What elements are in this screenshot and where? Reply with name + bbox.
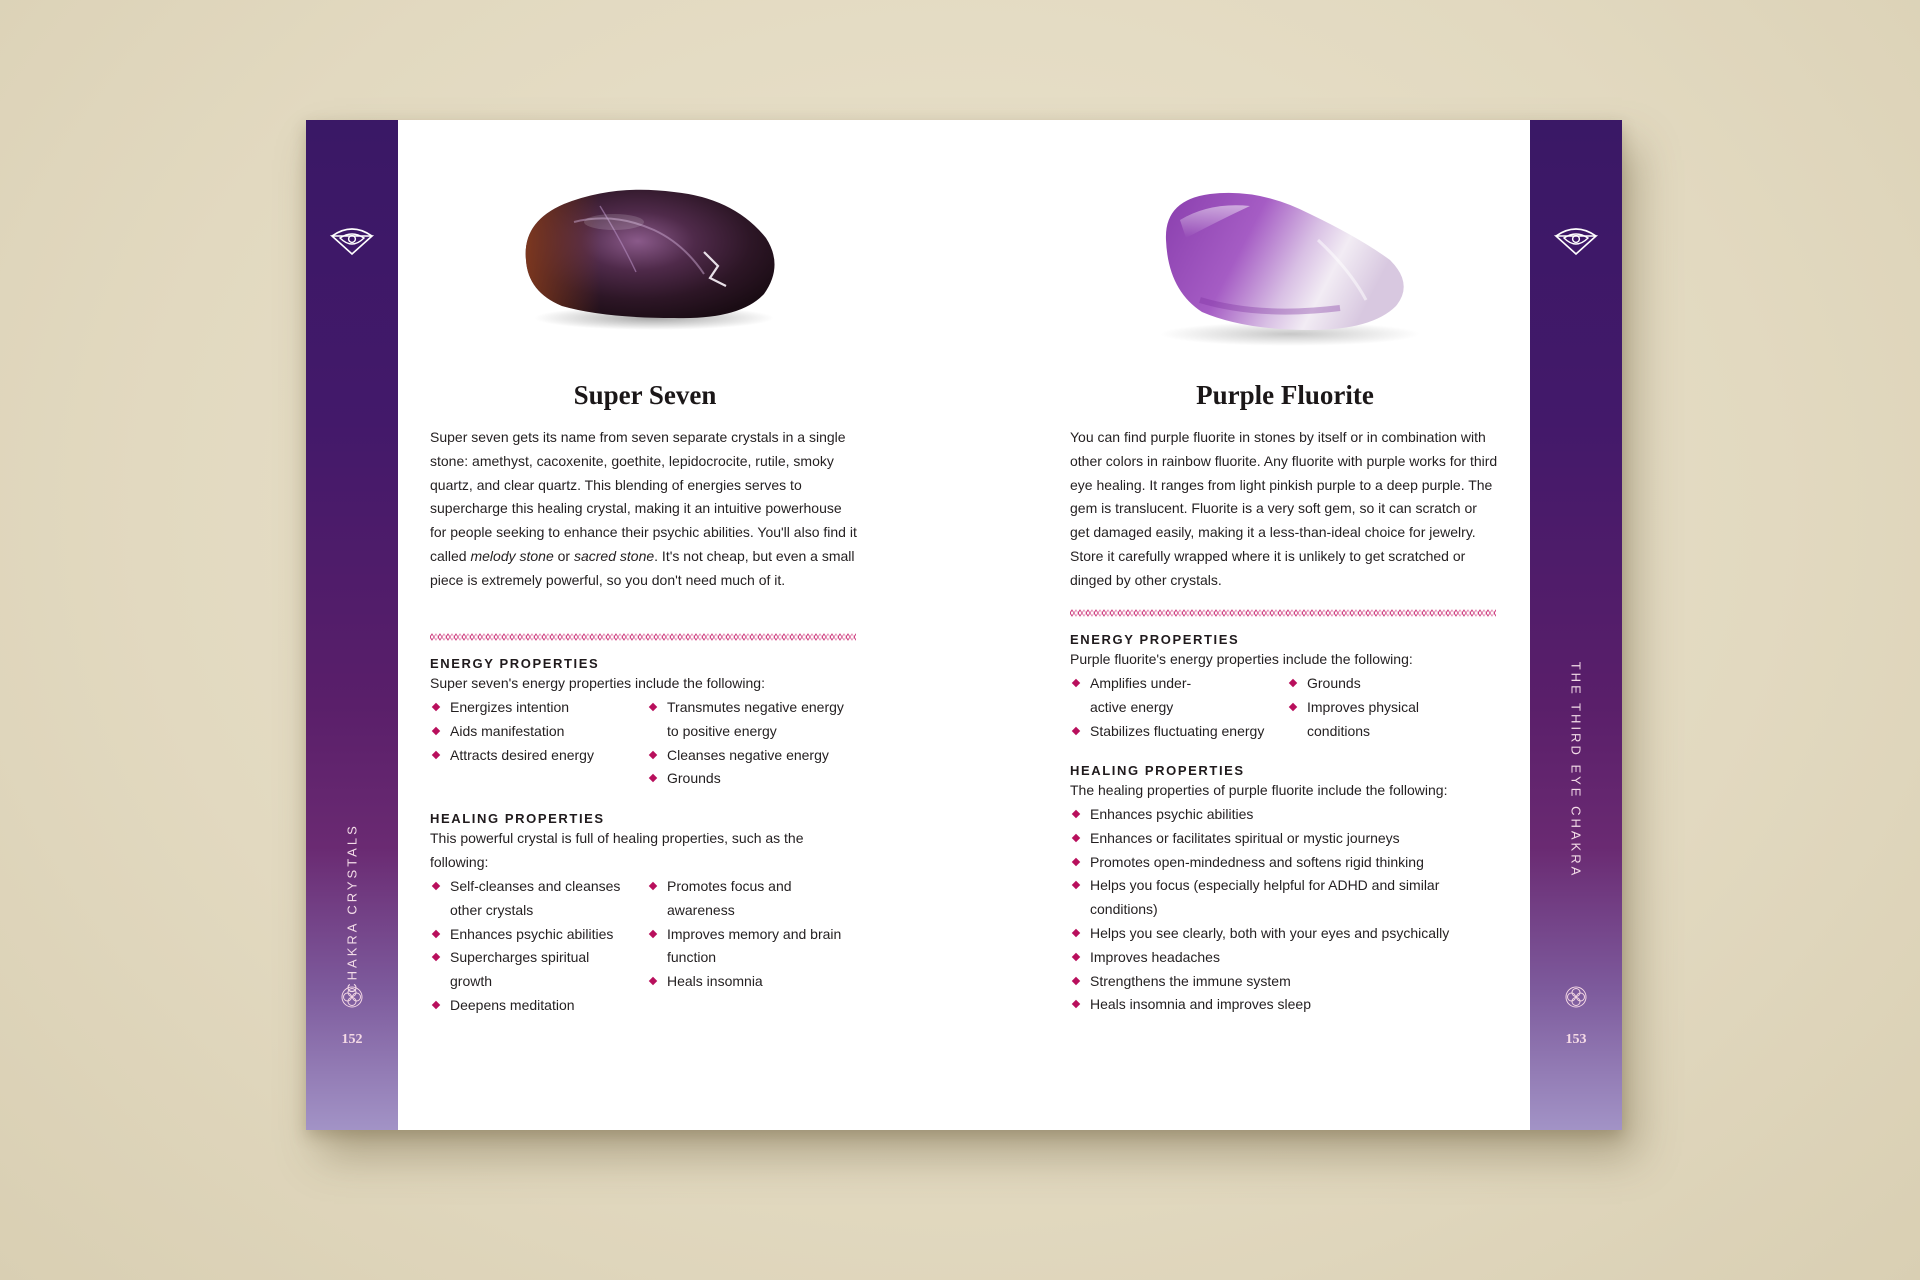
list-item: Transmutes negative energy to positive energy [647, 696, 852, 744]
list-item: Supercharges spiritual growth [430, 946, 590, 994]
energy-list-col2 [1287, 672, 1492, 743]
list-item: Improves physical conditions [1287, 696, 1457, 744]
super-seven-stone-image [504, 182, 790, 332]
list-item: Amplifies under-active energy [1070, 672, 1210, 720]
crystal-description: Super seven gets its name from seven separate crystals in a single stone: amethyst, cacoxenite, goethite, lepidocrocite, rutile, smoky quartz, and clear quartz. This blending of energies serves to supercharge this healing crystal, making it an intuitive powerhouse for people seeking to enhance their psychic abilities. You'll also find it called melody stone or sacred stone. It's not cheap, but even a small piece is extremely powerful, so you don't need much of it. [430, 429, 857, 588]
energy-properties-heading: ENERGY PROPERTIES [430, 656, 600, 671]
side-title-left: CHAKRA CRYSTALS [344, 823, 360, 993]
lotus-flower-icon [341, 986, 363, 1008]
list-item: Heals insomnia [647, 970, 852, 994]
purple-fluorite-stone-image [1140, 180, 1430, 350]
lotus-flower-icon [1565, 986, 1587, 1008]
book-spread [306, 120, 1622, 1130]
healing-list-col2 [647, 875, 852, 994]
side-title-right: THE THIRD EYE CHAKRA [1568, 661, 1584, 879]
healing-properties-intro: This powerful crystal is full of healing properties, such as the following: [430, 830, 804, 870]
list-item: Grounds [1287, 672, 1492, 696]
list-item: Improves memory and brain function [647, 923, 852, 971]
healing-list-col1 [430, 875, 642, 1018]
energy-properties-intro: Super seven's energy properties include the following: [430, 675, 765, 691]
ornamental-divider [1070, 609, 1496, 617]
list-item: Improves headaches [1070, 946, 1490, 970]
list-item: Enhances or facilitates spiritual or mystic journeys [1070, 827, 1490, 851]
list-item: Stabilizes fluctuating energy [1070, 720, 1285, 744]
healing-properties-intro: The healing properties of purple fluorite include the following: [1070, 782, 1448, 798]
list-item: Aids manifestation [430, 720, 642, 744]
healing-properties-heading: HEALING PROPERTIES [1070, 763, 1245, 778]
list-item: Attracts desired energy [430, 744, 642, 768]
list-item: Enhances psychic abilities [1070, 803, 1490, 827]
list-item: Helps you focus (especially helpful for ADHD and similar conditions) [1070, 874, 1475, 922]
healing-list [1070, 803, 1490, 1017]
list-item: Energizes intention [430, 696, 642, 720]
energy-list-col2 [647, 696, 852, 791]
right-page [1070, 120, 1500, 1130]
list-item: Promotes focus and awareness [647, 875, 807, 923]
crystal-title: Super Seven [573, 380, 717, 410]
left-color-band [306, 120, 398, 1130]
list-item: Enhances psychic abilities [430, 923, 642, 947]
energy-list-col1 [430, 696, 642, 767]
healing-properties-heading: HEALING PROPERTIES [430, 811, 605, 826]
list-item: Grounds [647, 767, 852, 791]
left-page [430, 120, 860, 1130]
list-item: Cleanses negative energy [647, 744, 852, 768]
ornamental-divider [430, 633, 856, 641]
page-number-right: 153 [1565, 1032, 1587, 1047]
energy-properties-heading: ENERGY PROPERTIES [1070, 632, 1240, 647]
page-number-left: 152 [341, 1032, 363, 1047]
third-eye-icon [328, 224, 376, 258]
list-item: Helps you see clearly, both with your eyes and psychically [1070, 922, 1490, 946]
energy-properties-intro: Purple fluorite's energy properties include the following: [1070, 651, 1413, 667]
list-item: Strengthens the immune system [1070, 970, 1490, 994]
list-item: Deepens meditation [430, 994, 642, 1018]
crystal-title: Purple Fluorite [1196, 380, 1374, 410]
right-color-band [1530, 120, 1622, 1130]
energy-list-col1 [1070, 672, 1285, 743]
third-eye-icon [1552, 224, 1600, 258]
crystal-description: You can find purple fluorite in stones by itself or in combination with other colors in rainbow fluorite. Any fluorite with purple works for third eye healing. It ranges from light pinkish purple to a deep purple. The gem is translucent. Fluorite is a very soft gem, so it can scratch or get damaged easily, making it a less-than-ideal choice for jewelry. Store it carefully wrapped where it is unlikely to get scratched or dinged by other crystals. [1070, 429, 1498, 588]
list-item: Self-cleanses and cleanses other crystals [430, 875, 642, 923]
list-item: Heals insomnia and improves sleep [1070, 993, 1490, 1017]
list-item: Promotes open-mindedness and softens rigid thinking [1070, 851, 1490, 875]
